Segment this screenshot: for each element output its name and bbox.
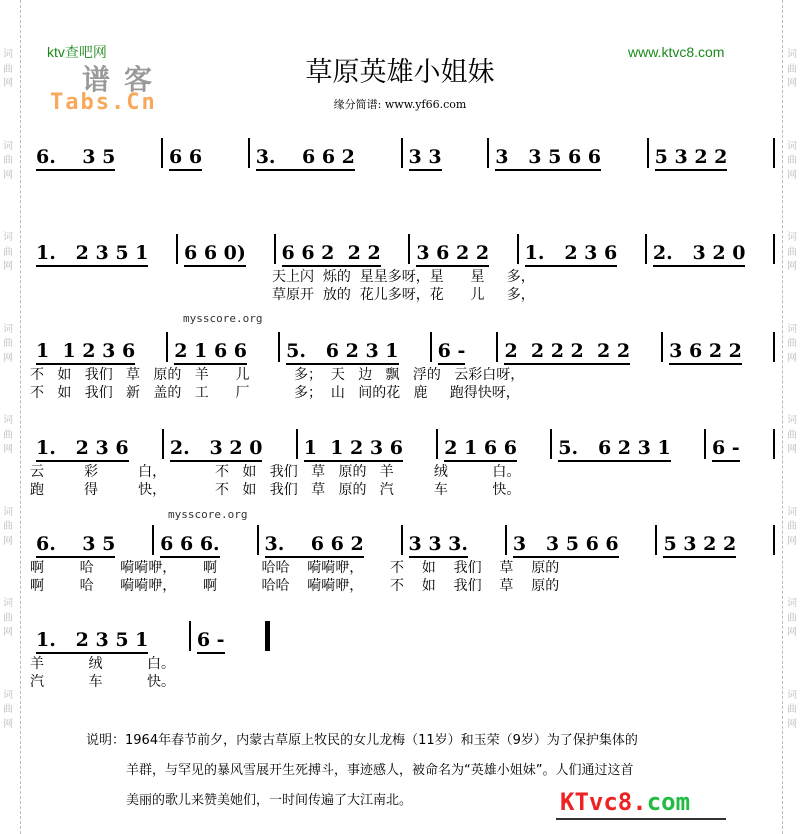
measure — [30, 242, 176, 264]
lyric-verse-1: 啊 哈 嗬嗬咿， 啊 哈哈 嗬嗬咿， 不 如 我们 草 原的 — [30, 560, 560, 576]
measure — [403, 533, 505, 555]
staff-line — [30, 142, 775, 168]
measure — [663, 340, 773, 362]
measure-notes: 3 6 2 2 — [416, 242, 489, 267]
side-watermark-char: 曲 — [787, 155, 797, 166]
measure-notes: 6 - — [712, 437, 740, 462]
measure — [706, 437, 773, 459]
side-watermark-char: 词 — [3, 140, 13, 152]
measure — [250, 146, 401, 168]
side-watermark-char: 曲 — [3, 429, 13, 441]
measure-notes: 1 1 2 3 6 — [304, 437, 403, 462]
lyric-verse-1: 天上闪 烁的 星星多呀，星 星 多， — [272, 269, 535, 285]
measure-notes: 3. 6 6 2 — [265, 533, 364, 558]
measure — [519, 242, 645, 264]
side-watermark-char: 网 — [3, 78, 13, 89]
measure-notes: 3. 6 6 2 — [256, 146, 355, 171]
side-watermark-char: 曲 — [787, 63, 797, 75]
measure-notes: 3 3 5 6 6 — [495, 146, 601, 171]
measure — [30, 533, 152, 555]
measure-notes: 2 1 6 6 — [174, 340, 247, 365]
measure — [657, 533, 773, 555]
lyric-verse-2: 啊 哈 嗬嗬咿， 啊 哈哈 嗬嗬咿， 不 如 我们 草 原的 — [30, 578, 560, 594]
measure-notes: 3 3 — [409, 146, 442, 171]
measure-notes: 6 - — [438, 340, 466, 365]
source-credit: 缘分简谱: www.yf66.com — [333, 98, 467, 111]
side-watermark-char: 曲 — [3, 63, 13, 75]
side-watermark-char: 曲 — [3, 155, 13, 166]
measure — [498, 340, 661, 362]
note-line-2: 羊群，与罕见的暴风雪展开生死搏斗，事迹感人，被命名为“英雄小姐妹”。人们通过这首 — [126, 763, 634, 778]
side-watermark-char: 词 — [3, 415, 13, 426]
measure-notes: 6 6 0) — [184, 242, 246, 267]
side-watermark-char: 词 — [787, 140, 797, 152]
measure-notes: 5 3 2 2 — [655, 146, 728, 171]
inline-watermark: mysscore.org — [183, 312, 263, 325]
side-watermark-char: 词 — [3, 506, 13, 518]
measure — [489, 146, 646, 168]
side-watermark-char: 网 — [3, 627, 13, 638]
measure-notes: 1. 2 3 5 1 — [36, 242, 148, 267]
measure — [30, 437, 162, 459]
measure — [168, 340, 278, 362]
side-watermark-char: 网 — [787, 627, 797, 638]
staff-line — [30, 433, 775, 459]
side-watermark-char: 网 — [787, 718, 797, 730]
ktv-logo: ktv查吧网 — [47, 44, 107, 60]
measure-notes: 2 1 6 6 — [444, 437, 517, 462]
lyric-verse-2: 汽 车 快。 — [30, 674, 176, 690]
measure — [507, 533, 656, 555]
measure-notes: 5 3 2 2 — [663, 533, 736, 558]
measure — [298, 437, 436, 459]
measure — [403, 146, 488, 168]
measure-notes: 1. 2 3 6 — [525, 242, 618, 267]
side-watermark-left — [3, 0, 17, 732]
side-watermark-char: 词 — [787, 415, 797, 426]
side-watermark-char: 网 — [787, 352, 797, 364]
barline — [773, 234, 775, 264]
measure — [649, 146, 773, 168]
measure — [178, 242, 274, 264]
measure-notes: 6. 3 5 — [36, 533, 115, 558]
measure — [163, 146, 248, 168]
measure — [30, 340, 166, 362]
measure — [432, 340, 497, 362]
barline — [773, 429, 775, 459]
side-watermark-char: 曲 — [3, 704, 13, 715]
measure — [191, 629, 265, 651]
measure-notes: 6. 3 5 — [36, 146, 115, 171]
measure — [276, 242, 409, 264]
measure-notes: 2 2 2 2 2 2 — [504, 340, 630, 365]
measure-notes: 6 - — [197, 629, 225, 654]
side-watermark-char: 网 — [3, 718, 13, 730]
side-watermark-char: 曲 — [787, 612, 797, 624]
barline — [773, 332, 775, 362]
side-watermark-char: 词 — [3, 689, 13, 701]
final-barline — [265, 621, 270, 651]
side-watermark-char: 网 — [3, 169, 13, 181]
side-watermark-char: 曲 — [787, 338, 797, 349]
side-watermark-char: 网 — [787, 535, 797, 547]
lyric-verse-2: 跑 得 快， 不 如 我们 草 原的 汽 车 快。 — [30, 482, 521, 498]
side-watermark-char: 曲 — [787, 521, 797, 532]
measure-notes: 6 6 — [169, 146, 202, 171]
side-watermark-char: 词 — [787, 598, 797, 609]
measure-notes: 1. 2 3 5 1 — [36, 629, 148, 654]
side-watermark-char: 网 — [3, 444, 13, 455]
measure — [280, 340, 430, 362]
side-watermark-char: 网 — [787, 444, 797, 455]
barline — [773, 138, 775, 168]
side-watermark-char: 词 — [3, 232, 13, 243]
measure — [647, 242, 773, 264]
measure — [154, 533, 256, 555]
note-line-3: 美丽的歌儿来赞美她们，一时间传遍了大江南北。 — [126, 793, 413, 808]
tabs-logo: Tabs.Cn — [50, 90, 157, 115]
side-watermark-char: 词 — [3, 598, 13, 609]
side-watermark-char: 曲 — [3, 521, 13, 532]
right-margin-line — [782, 0, 783, 834]
measure — [438, 437, 550, 459]
side-watermark-char: 网 — [787, 78, 797, 89]
side-watermark-char: 曲 — [3, 338, 13, 349]
staff-line — [30, 625, 270, 651]
side-watermark-char: 词 — [787, 506, 797, 518]
inline-watermark: mysscore.org — [168, 508, 248, 521]
measure-notes: 6 6 6. — [160, 533, 220, 558]
staff-line — [30, 529, 775, 555]
side-watermark-char: 词 — [3, 323, 13, 335]
staff-line — [30, 336, 775, 362]
side-watermark-char: 词 — [787, 49, 797, 60]
side-watermark-char: 网 — [3, 261, 13, 272]
measure — [30, 146, 161, 168]
lyric-verse-1: 不 如 我们 草 原的 羊 儿 多； 天 边 飘 浮的 云彩白呀， — [30, 367, 525, 383]
measure-notes: 5. 6 2 3 1 — [286, 340, 398, 365]
staff-line — [30, 238, 775, 264]
measure-notes: 2. 3 2 0 — [170, 437, 263, 462]
measure — [552, 437, 704, 459]
side-watermark-char: 网 — [3, 352, 13, 364]
lyric-verse-2: 草原开 放的 花儿多呀，花 儿 多， — [272, 287, 535, 303]
side-watermark-char: 词 — [3, 49, 13, 60]
lyric-verse-1: 羊 绒 白。 — [30, 656, 176, 672]
barline — [773, 525, 775, 555]
side-watermark-char: 曲 — [787, 246, 797, 258]
side-watermark-char: 网 — [787, 261, 797, 272]
song-title: 草原英雄小姐妹 — [305, 57, 495, 88]
left-margin-line — [20, 0, 21, 834]
side-watermark-char: 网 — [787, 169, 797, 181]
measure-notes: 3 6 2 2 — [669, 340, 742, 365]
measure-notes: 3 3 3. — [409, 533, 469, 558]
side-watermark-char: 网 — [3, 535, 13, 547]
side-watermark-char: 曲 — [787, 429, 797, 441]
side-watermark-char: 曲 — [3, 612, 13, 624]
side-watermark-char: 词 — [787, 689, 797, 701]
side-watermark-char: 曲 — [787, 704, 797, 715]
measure-notes: 6 6 2 2 2 — [282, 242, 381, 267]
side-watermark-char: 曲 — [3, 246, 13, 258]
measure-notes: 1. 2 3 6 — [36, 437, 129, 462]
measure — [164, 437, 296, 459]
measure-notes: 3 3 5 6 6 — [513, 533, 619, 558]
side-watermark-right — [787, 0, 800, 732]
measure — [259, 533, 401, 555]
measure — [410, 242, 516, 264]
ktvc8-stamp: KTvc8.com — [560, 788, 691, 816]
measure-notes: 2. 3 2 0 — [653, 242, 746, 267]
measure-notes: 5. 6 2 3 1 — [558, 437, 670, 462]
measure — [30, 629, 189, 651]
note-label: 说明： — [86, 733, 126, 748]
measure-notes: 1 1 2 3 6 — [36, 340, 135, 365]
stamp-divider — [556, 818, 726, 820]
puke-logo: 谱客 — [82, 63, 167, 96]
side-watermark-char: 词 — [787, 232, 797, 243]
note-line-1: 1964年春节前夕，内蒙古草原上牧民的女儿龙梅（11岁）和玉荣（9岁）为了保护集体的 — [125, 733, 638, 748]
side-watermark-char: 词 — [787, 323, 797, 335]
lyric-verse-1: 云 彩 白， 不 如 我们 草 原的 羊 绒 白。 — [30, 464, 521, 480]
lyric-verse-2: 不 如 我们 新 盖的 工 厂 多； 山 间的花 鹿 跑得快呀， — [30, 385, 520, 401]
site-url: www.ktvc8.com — [628, 44, 725, 60]
